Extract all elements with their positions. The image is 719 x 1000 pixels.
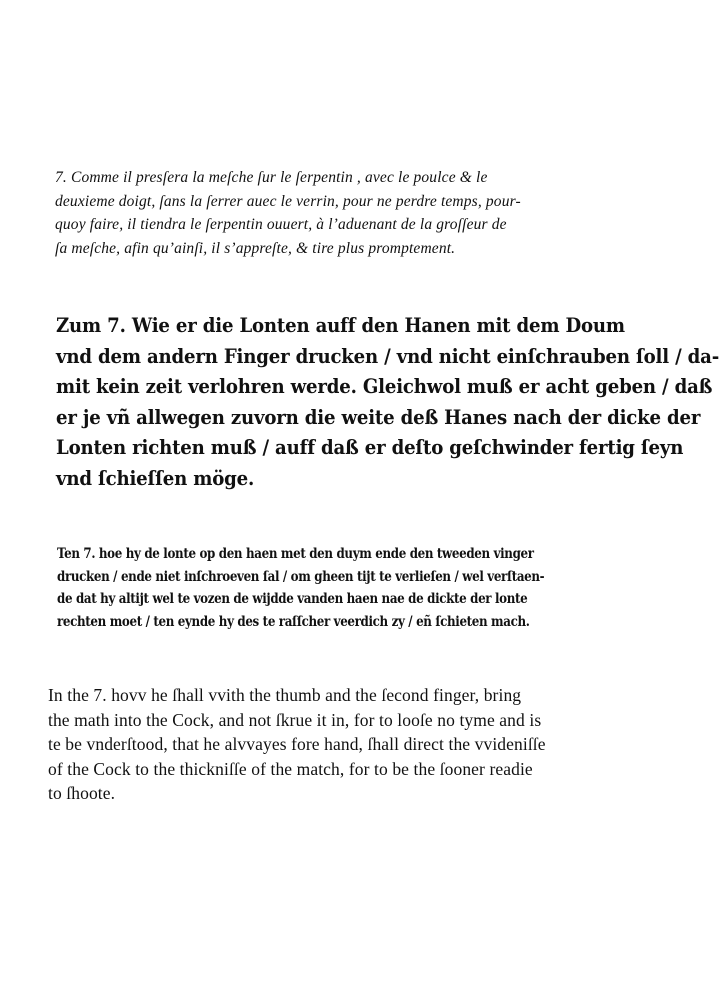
english-line: In the 7. hovv he ſhall vvith the thumb and the ſecond finger, bring xyxy=(48,685,522,705)
german-line: mit kein zeit verlohren werde. Gleichwol muß er acht geben / daß xyxy=(56,375,713,398)
english-line: of the Cock to the thickniſſe of the match, for to be the ſooner readie xyxy=(48,758,533,779)
french-line: deuxieme doigt, ſans la ſerrer auec le verrin, pour ne perdre temps, pour- xyxy=(55,192,521,210)
french-line: 7. Comme il presſera la meſche ſur le ſerpentin , avec le poulce & le xyxy=(55,169,488,186)
german-line: er je vñ allwegen zuvorn die weite deß Hanes nach der dicke der xyxy=(56,405,701,429)
french-paragraph xyxy=(55,166,675,260)
english-line: the math into the Cock, and not ſkrue it in, for to looſe no tyme and is xyxy=(48,709,542,730)
german-line: Lonten richten muß / auff daß er deſto geſchwinder fertig ſeyn xyxy=(56,436,684,459)
english-line: to ſhoote. xyxy=(48,783,116,803)
german-line: vnd ſchieſſen möge. xyxy=(56,466,255,490)
german-line: vnd dem andern Finger drucken / vnd nicht einſchrauben ſoll / da- xyxy=(56,344,719,368)
dutch-line: rechten moet / ten eynde hy des te raſſcher veerdich zy / eñ ſchieten mach. xyxy=(57,613,530,630)
dutch-paragraph xyxy=(57,543,603,633)
english-line: te be vnderſtood, that he alvvayes fore hand, ſhall direct the vvideniſſe xyxy=(48,734,546,754)
dutch-line: de dat hy altijt wel te vozen de wijdde vanden haen nae de dickte der lonte xyxy=(57,591,528,607)
german-paragraph xyxy=(56,311,719,494)
english-paragraph xyxy=(48,683,678,806)
dutch-line: drucken / ende niet inſchroeven ſal / om gheen tijt te verlieſen / wel verſtaen- xyxy=(57,568,545,585)
german-line: Zum 7. Wie er die Lonten auff den Hanen mit dem Doum xyxy=(56,314,625,337)
french-line: ſa meſche, afin qu’ainſi, il s’appreſte, & tire plus promptement. xyxy=(55,239,456,257)
french-line: quoy faire, il tiendra le ſerpentin ouuert, à l’aduenant de la groſſeur de xyxy=(55,216,507,233)
dutch-line: Ten 7. hoe hy de lonte op den haen met den duym ende den tweeden vinger xyxy=(57,546,534,562)
